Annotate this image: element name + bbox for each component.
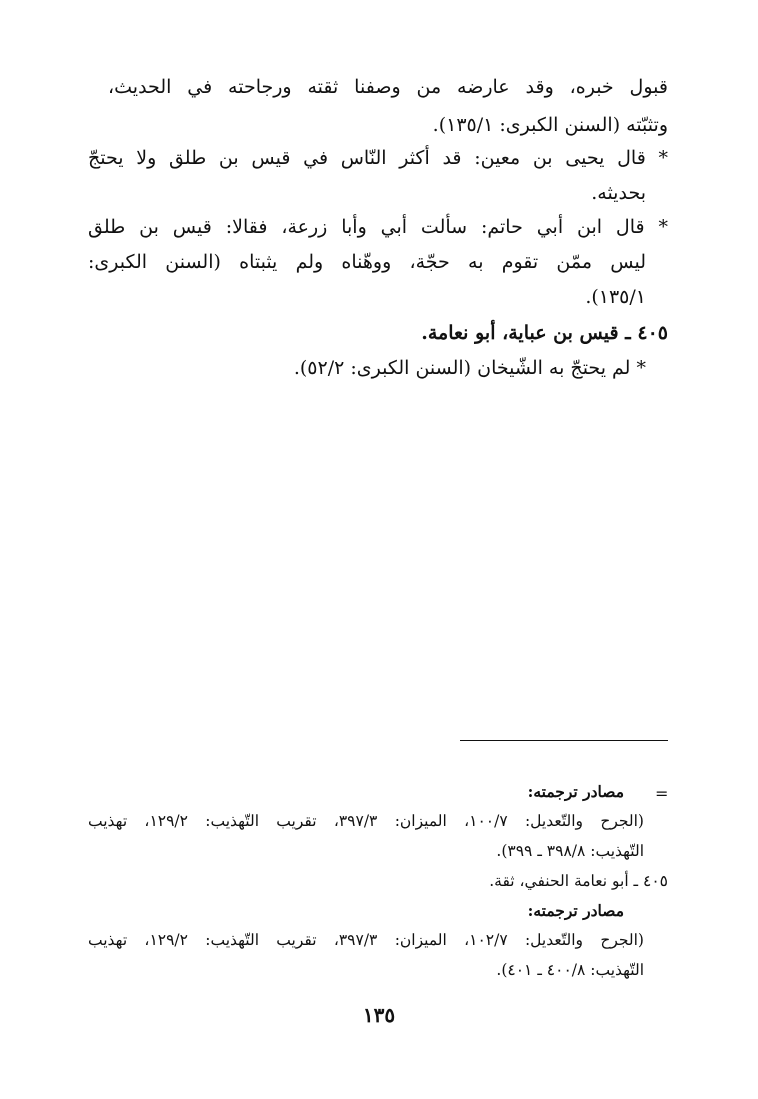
- main-text-line: بحديثه.: [591, 182, 646, 204]
- continuation-marker: =: [655, 784, 669, 803]
- entry-heading: ٤٠٥ ـ قيس بن عباية، أبو نعامة.: [421, 322, 668, 344]
- main-text-line: * قال ابن أبي حاتم: سألت أبي وأبا زرعة، فقالا: قيس بن طلق: [88, 216, 668, 238]
- footnote-line: التّهذيب: ٣٩٨/٨ ـ ٣٩٩).: [496, 842, 644, 860]
- footnote-line: التّهذيب: ٤٠٠/٨ ـ ٤٠١).: [496, 961, 644, 979]
- footnote-heading: مصادر ترجمته:: [527, 901, 624, 920]
- footnote-line: (الجرح والتّعديل: ١٠٢/٧، الميزان: ٣٩٧/٣، تقريب التّهذيب: ١٢٩/٢، تهذيب: [88, 931, 644, 949]
- footnote-separator: [460, 740, 668, 741]
- footnote-heading: مصادر ترجمته:: [527, 782, 624, 801]
- page-number: ١٣٥: [362, 1003, 396, 1027]
- footnote-entry: ٤٠٥ ـ أبو نعامة الحنفي، ثقة.: [489, 872, 668, 890]
- main-text-line: * لم يحتجّ به الشّيخان (السنن الكبرى: ٥٢/٢).: [293, 357, 646, 379]
- main-text-line: ١٣٥/١).: [585, 286, 646, 308]
- footnote-line: (الجرح والتّعديل: ١٠٠/٧، الميزان: ٣٩٧/٣، تقريب التّهذيب: ١٢٩/٢، تهذيب: [88, 812, 644, 830]
- main-text-line: ليس ممّن تقوم به حجّة، ووهّناه ولم يثبتاه (السنن الكبرى:: [88, 251, 646, 273]
- main-text-line: وتثبّته (السنن الكبرى: ١٣٥/١).: [432, 114, 668, 136]
- main-text-line: * قال يحيى بن معين: قد أكثر النّاس في قيس بن طلق ولا يحتجّ: [88, 147, 668, 169]
- main-text-line: قبول خبره، وقد عارضه من وصفنا ثقته ورجاحته في الحديث،: [108, 76, 668, 98]
